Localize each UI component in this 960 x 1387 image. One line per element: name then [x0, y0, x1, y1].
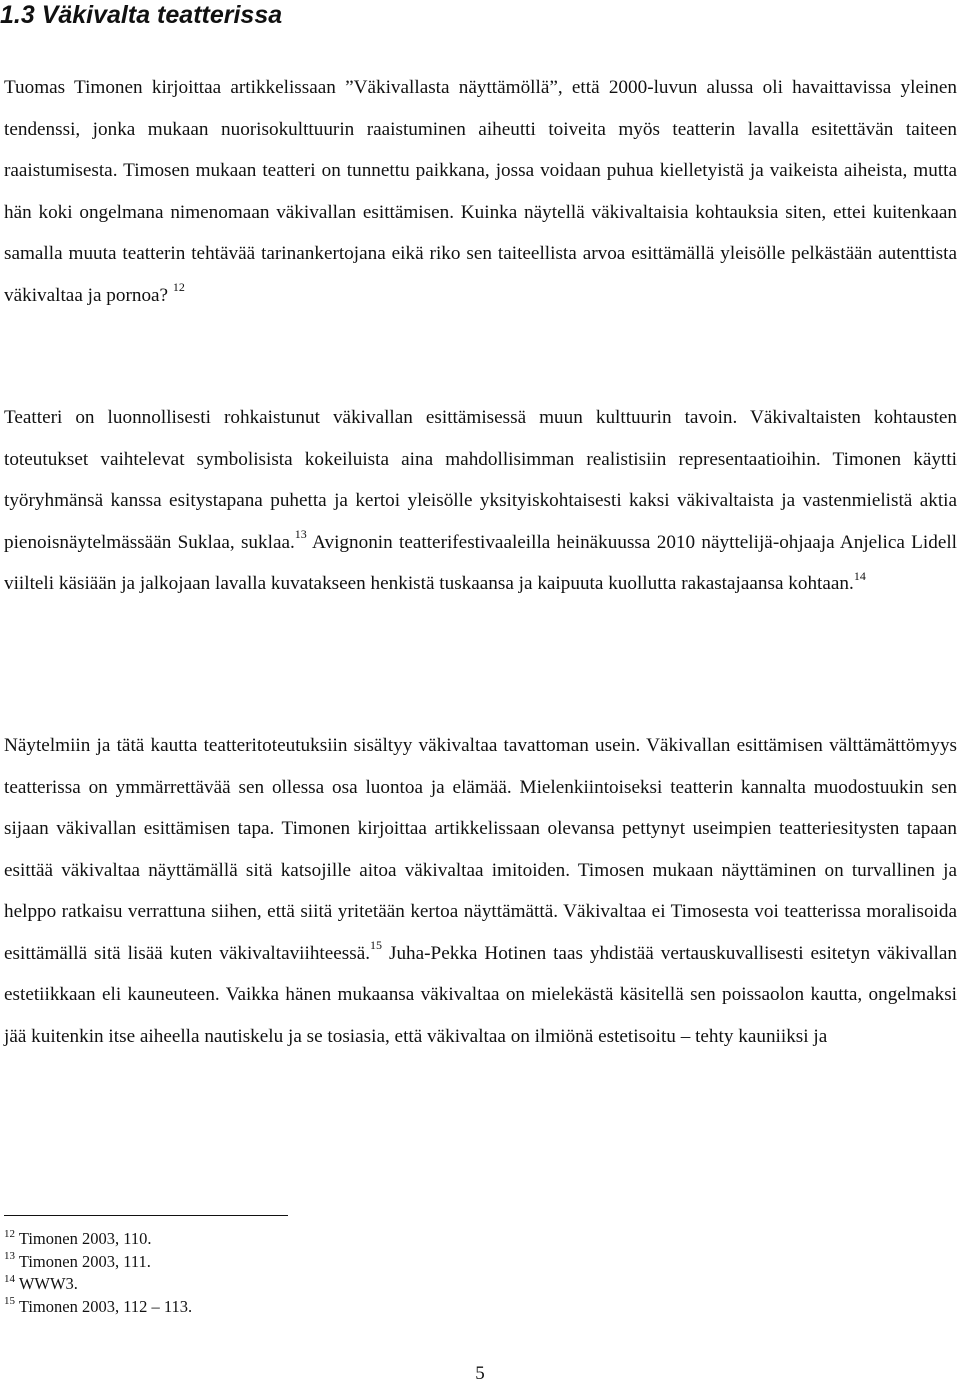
paragraph-2: [4, 397, 957, 605]
footnote-ref-14[interactable]: 14: [853, 568, 866, 583]
page-number: 5: [475, 1363, 485, 1384]
footnote-ref-12[interactable]: 12: [172, 280, 185, 295]
footnote-text: Timonen 2003, 112 – 113.: [18, 1296, 193, 1316]
section-heading: 1.3 Väkivalta teatterissa: [0, 1, 283, 29]
footnote-text: WWW3.: [18, 1274, 78, 1293]
footnote-ref-13[interactable]: 13: [294, 527, 307, 542]
footnote-number: 12: [4, 1227, 15, 1240]
paragraph-text: Teatteri on luonnollisesti rohkaistunut väkivallan esittämisessä muun kulttuurin tavoin. Väkivaltaisten kohtausten toteutukset vaihtelevat symbolisista kokeiluista aina mahdollisimman realistisiin representaatioihin. Timonen käytti työryhmänsä kanssa esitystapana puhetta ja kertoi yleisölle yksityiskohtaisesti kaksi väkivaltaista ja vastenmielistä aktia pienoisnäytelmässään Suklaa, suklaa.: [4, 407, 957, 553]
footnote-item: [4, 1228, 192, 1251]
footnote-item: [4, 1296, 192, 1319]
footnote-text: Timonen 2003, 110.: [18, 1229, 152, 1248]
footnote-number: 14: [4, 1272, 15, 1285]
footnote-item: [4, 1251, 192, 1274]
footnote-separator: [4, 1215, 288, 1216]
footnote-ref-15[interactable]: 15: [370, 938, 383, 953]
footnotes: [4, 1228, 192, 1318]
footnote-number: 15: [4, 1295, 15, 1307]
footnote-text: Timonen 2003, 111.: [18, 1251, 151, 1271]
paragraph-text: Tuomas Timonen kirjoittaa artikkelissaan ”Väkivallasta näyttämöllä”, että 2000-luvun alussa oli havaittavissa yleinen tendenssi, jonka mukaan nuorisokulttuurin raaistuminen aiheutti toiveita myös teatterin lavalla esitettävän taiteen raaistumisesta. Timosen mukaan teatteri on tunnettu paikkana, jossa voidaan puhua kielletyistä ja vaikeista aiheista, mutta hän koki ongelmana nimenomaan väkivallan esittämisen. Kuinka näytellä väkivaltaisia kohtauksia siten, ettei kuitenkaan samalla muuta teatterin tehtävää tarinankertojana eikä riko sen taiteellista arvoa esittämällä yleisölle pelkästään autenttista väkivaltaa ja pornoa?: [4, 77, 957, 306]
paragraph-1: [4, 67, 957, 316]
paragraph-3: [4, 725, 957, 1057]
paragraph-text: Juha-Pekka Hotinen taas yhdistää vertauskuvallisesti esitetyn väkivallan estetiikkaan eli kauneuteen. Vaikka hänen mukaansa väkivaltaa on mielekästä käsitellä sen poissaolon kautta, ongelmaksi jää kuitenkin itse aiheella nautiskelu ja se tosiasia, että väkivaltaa on ilmiönä estetisoitu – tehty kauniiksi ja: [4, 942, 957, 1047]
footnote-number: 13: [4, 1250, 15, 1262]
footnote-item: [4, 1273, 192, 1296]
paragraph-text: Avignonin teatterifestivaaleilla heinäkuussa 2010 näyttelijä-ohjaaja Anjelica Lidell viilteli käsiään ja jalkojaan lavalla kuvatakseen henkistä tuskaansa ja kaipuuta kuollutta rakastajaansa kohtaan.: [4, 531, 958, 594]
paragraph-text: Näytelmiin ja tätä kautta teatteritoteutuksiin sisältyy väkivaltaa tavattoman usein. Väkivallan esittämisen välttämättömyys teatterissa on ymmärrettävää sen ollessa osa luontoa ja elämää. Mielenkiintoiseksi teatterin kannalta muodostuukin sen sijaan väkivallan esittämisen tapa. Timonen kirjoittaa artikkelissaan olevansa pettynyt useimpien teatteriesitysten tapaan esittää väkivaltaa näyttämällä sitä katsojille aitoa väkivaltaa imitoiden. Timosen mukaan näyttäminen on turvallinen ja helppo ratkaisu verrattuna siihen, että siitä yritetään kertoa näyttämättä. Väkivaltaa ei Timosesta voi teatterissa moralisoida esittämällä sitä lisää kuten väkivaltaviihteessä.: [4, 735, 957, 964]
